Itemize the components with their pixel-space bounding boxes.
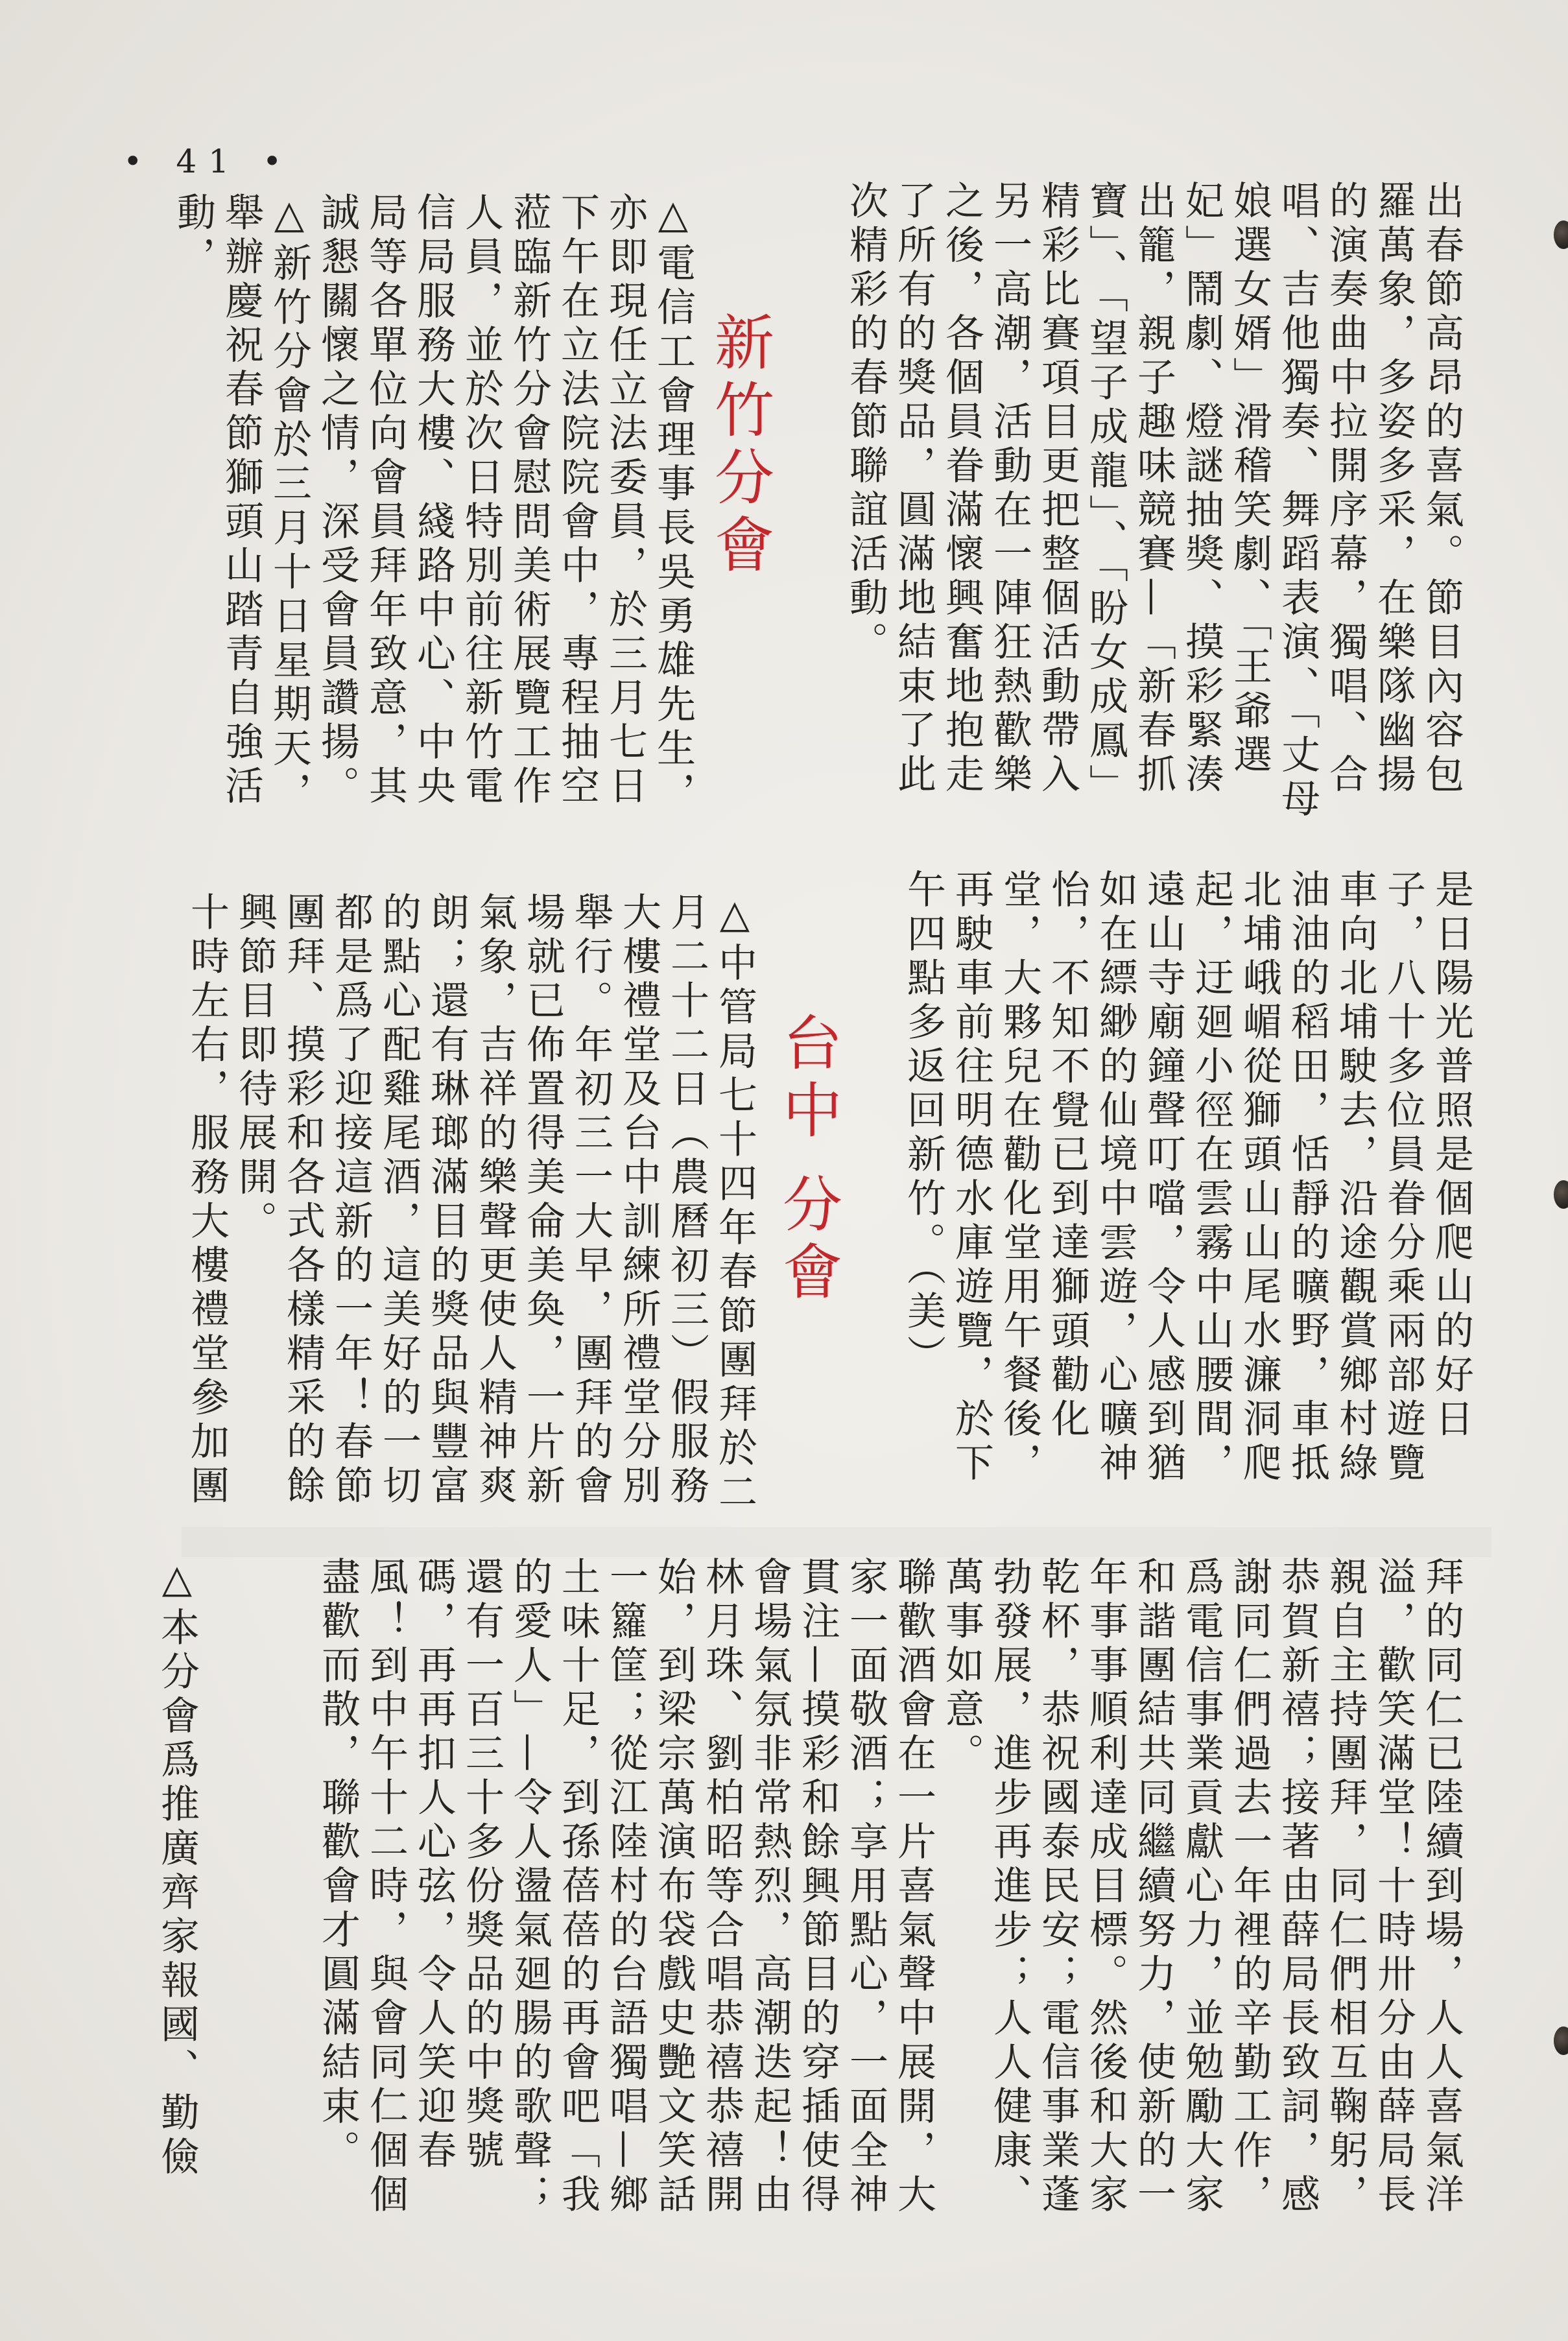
section-heading-taichung: 台中 分會	[773, 1012, 842, 1309]
section-divider-band	[182, 1527, 1491, 1557]
binding-hole-top	[1554, 220, 1568, 249]
article-block-bottom-right: 拜的同仁已陸續到場，人人喜氣洋溢，歡笑滿堂！十時卅分由薛局長親自主持團拜，同仁們相互鞠躬，恭賀新禧；接著由薛局長致詞，感謝同仁們過去一年裡的辛勤工作，爲電信事業貢獻心力，並勉勵大家和諧團結共同繼續努力，使新的一年事事順利達成目標。然後和大家乾杯，恭祝國泰民安；電信事業蓬勃發展，進步再進步；人人健康、萬事如意。 聯歡酒會在一片喜氣聲中展開，大家一面敬酒；享用點心，一面全神貫注—摸彩和餘興節目的穿插使得會場氣氛非常熱烈，高潮迭起！由林月珠、劉柏昭等合唱恭禧恭禧開始，到梁宗萬演布袋戲史艷文笑話一籮筐；從江陸村的台語獨唱—鄉土味十足，到孫蓓蓓的再會吧「我的愛人」—令人盪氣廻腸的歌聲；還有一百三十多份獎品的中獎號碼，再再扣人心弦，令人笑迎春風！到中午十二時，與會同仁個個盡歡而散，聯歡會才圓滿結束。	[315, 1556, 1464, 2218]
article-block-middle-left: △中管局七十四年春節團拜於二月二十二日（農曆初三）假服務大樓禮堂及台中訓練所禮堂分別舉行。年初三一大早，團拜的會場就已佈置得美侖美奐，一片新氣象，吉祥的樂聲更使人精神爽朗；還有琳瑯滿目的獎品與豐富的點心配雞尾酒，這美好的一切都是爲了迎接這新的一年！春節團拜、摸彩和各式各樣精采的餘興節目即待展開。 十時左右，服務大樓禮堂參加團	[184, 892, 757, 1515]
binding-hole-middle	[1554, 1180, 1568, 1209]
article-block-middle-right: 是日陽光普照是個爬山的好日子，八十多位員眷分乘兩部遊覽車向北埔駛去，沿途觀賞鄉村綠油油的稻田，恬靜的曠野，車抵北埔峨嵋從獅頭山山尾水濂洞爬起，迂廻小徑在雲霧中山腰間，遠山寺廟鐘聲叮噹，令人感到猶如在縹緲的仙境中雲遊，心曠神怡，不知不覺已到達獅頭勸化堂，大夥兒在勸化堂用午餐後，再駛車前往明德水庫遊覽，於下午四點多返回新竹。（美）	[901, 869, 1474, 1486]
article-block-top-right: 出春節高昂的喜氣。節目內容包羅萬象，多姿多采，在樂隊幽揚的演奏曲中拉開序幕，獨唱、合唱、吉他獨奏、舞蹈表演、「丈母娘選女婿」滑稽笑劇、「王爺選妃」鬧劇、燈謎抽獎、摸彩緊湊出籠，親子趣味競賽—「新春抓寶」、「望子成龍」、「盼女成鳳」精彩比賽項目更把整個活動帶入另一高潮，活動在一陣狂熱歡樂之後，各個員眷滿懷興奮地抱走了所有的獎品，圓滿地結束了此次精彩的春節聯誼活動。	[843, 180, 1464, 822]
article-block-top-left: △電信工會理事長吳勇雄先生，亦即現任立法委員，於三月七日下午在立法院院會中，專程抽空蒞臨新竹分會慰問美術展覽工作人員，並於次日特別前往新竹電信局服務大樓、綫路中心、中央局等各單位向會員拜年致意，其誠懇關懷之情，深受會員讚揚。 △新竹分會於三月十日星期天，舉辦慶祝春節獅頭山踏青自強活動，	[171, 192, 696, 816]
page-number: • 41 •	[123, 143, 294, 180]
binding-hole-bottom	[1554, 2026, 1568, 2055]
article-block-bottom-left: △本分會爲推廣齊家報國、勤儉	[154, 1556, 200, 2180]
section-heading-hsinchu: 新竹分會	[705, 311, 774, 581]
